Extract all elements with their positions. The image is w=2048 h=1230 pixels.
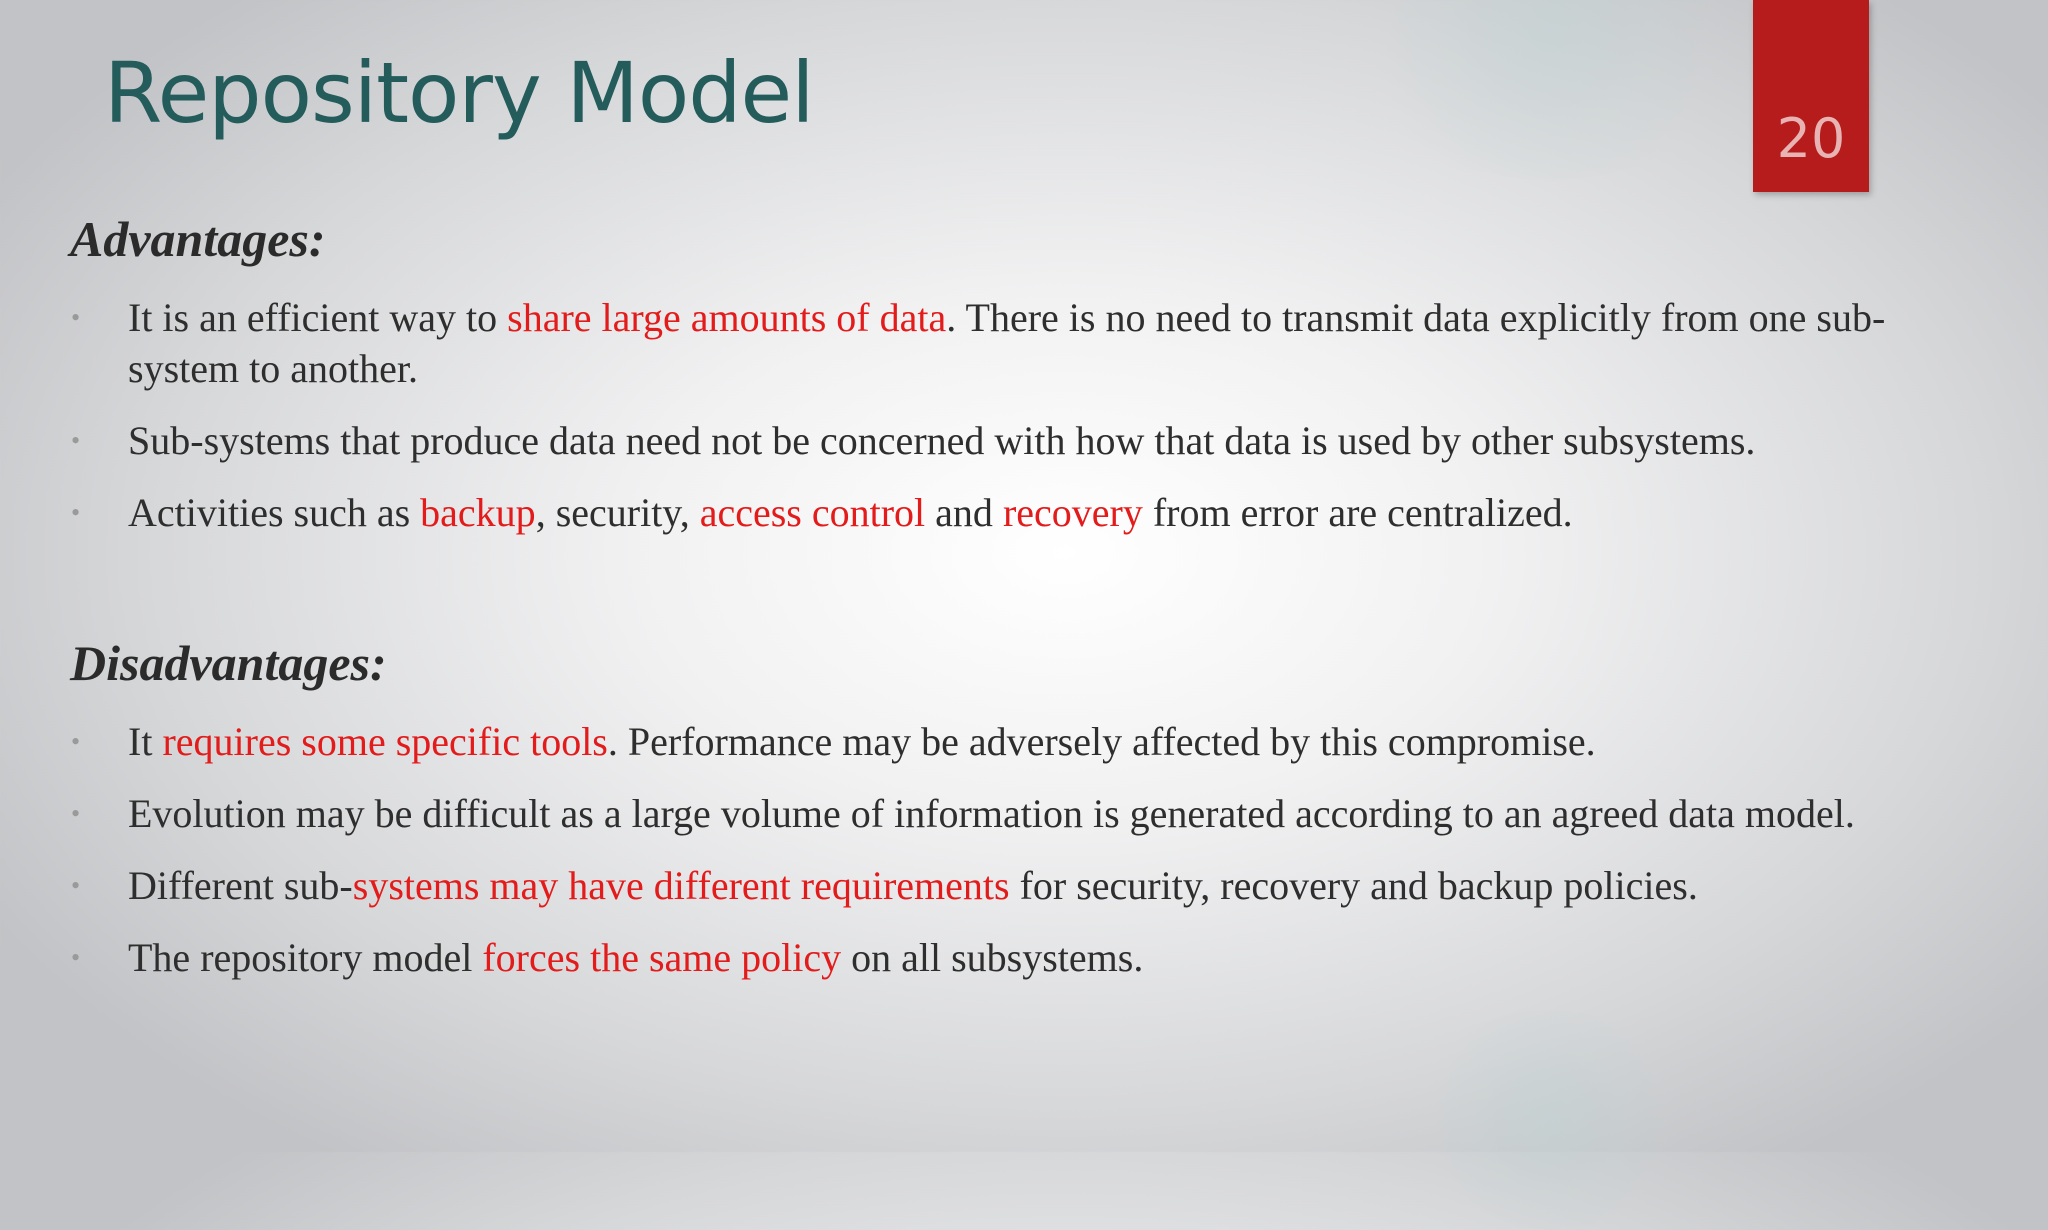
disadvantage-item-2: • Evolution may be difficult as a large volume of information is generated according to an agreed data model. [70, 788, 1990, 839]
advantage-item-3: • Activities such as backup, security, access control and recovery from error are centralized. [70, 487, 1990, 538]
disadvantages-heading: Disadvantages: [70, 635, 387, 691]
advantage-item-2: • Sub-systems that produce data need not be concerned with how that data is used by other subsystems. [70, 415, 1990, 466]
disadvantage-item-3: • Different sub-systems may have different requirements for security, recovery and backup policies. [70, 860, 1990, 911]
page-number: 20 [1776, 107, 1846, 170]
advantages-list [70, 292, 1990, 559]
bullet-dot-icon: • [71, 799, 81, 828]
disadvantages-list [70, 716, 1990, 1004]
slide-title: Repository Model [104, 44, 814, 142]
advantage-item-1: • It is an efficient way to share large amounts of data. There is no need to transmit data explicitly from one sub-system to another. [70, 292, 1990, 394]
bullet-dot-icon: • [71, 727, 81, 756]
advantages-heading: Advantages: [70, 211, 326, 267]
bullet-dot-icon: • [71, 943, 81, 972]
bullet-dot-icon: • [71, 426, 81, 455]
bullet-dot-icon: • [71, 498, 81, 527]
bullet-dot-icon: • [71, 303, 81, 332]
disadvantage-item-1: • It requires some specific tools. Performance may be adversely affected by this compromise. [70, 716, 1990, 767]
disadvantage-item-4: • The repository model forces the same policy on all subsystems. [70, 932, 1990, 983]
bullet-dot-icon: • [71, 871, 81, 900]
background-glow-bottom [1400, 1010, 1700, 1230]
page-number-badge [1753, 0, 1869, 192]
background-glow-top [1340, 0, 1760, 180]
